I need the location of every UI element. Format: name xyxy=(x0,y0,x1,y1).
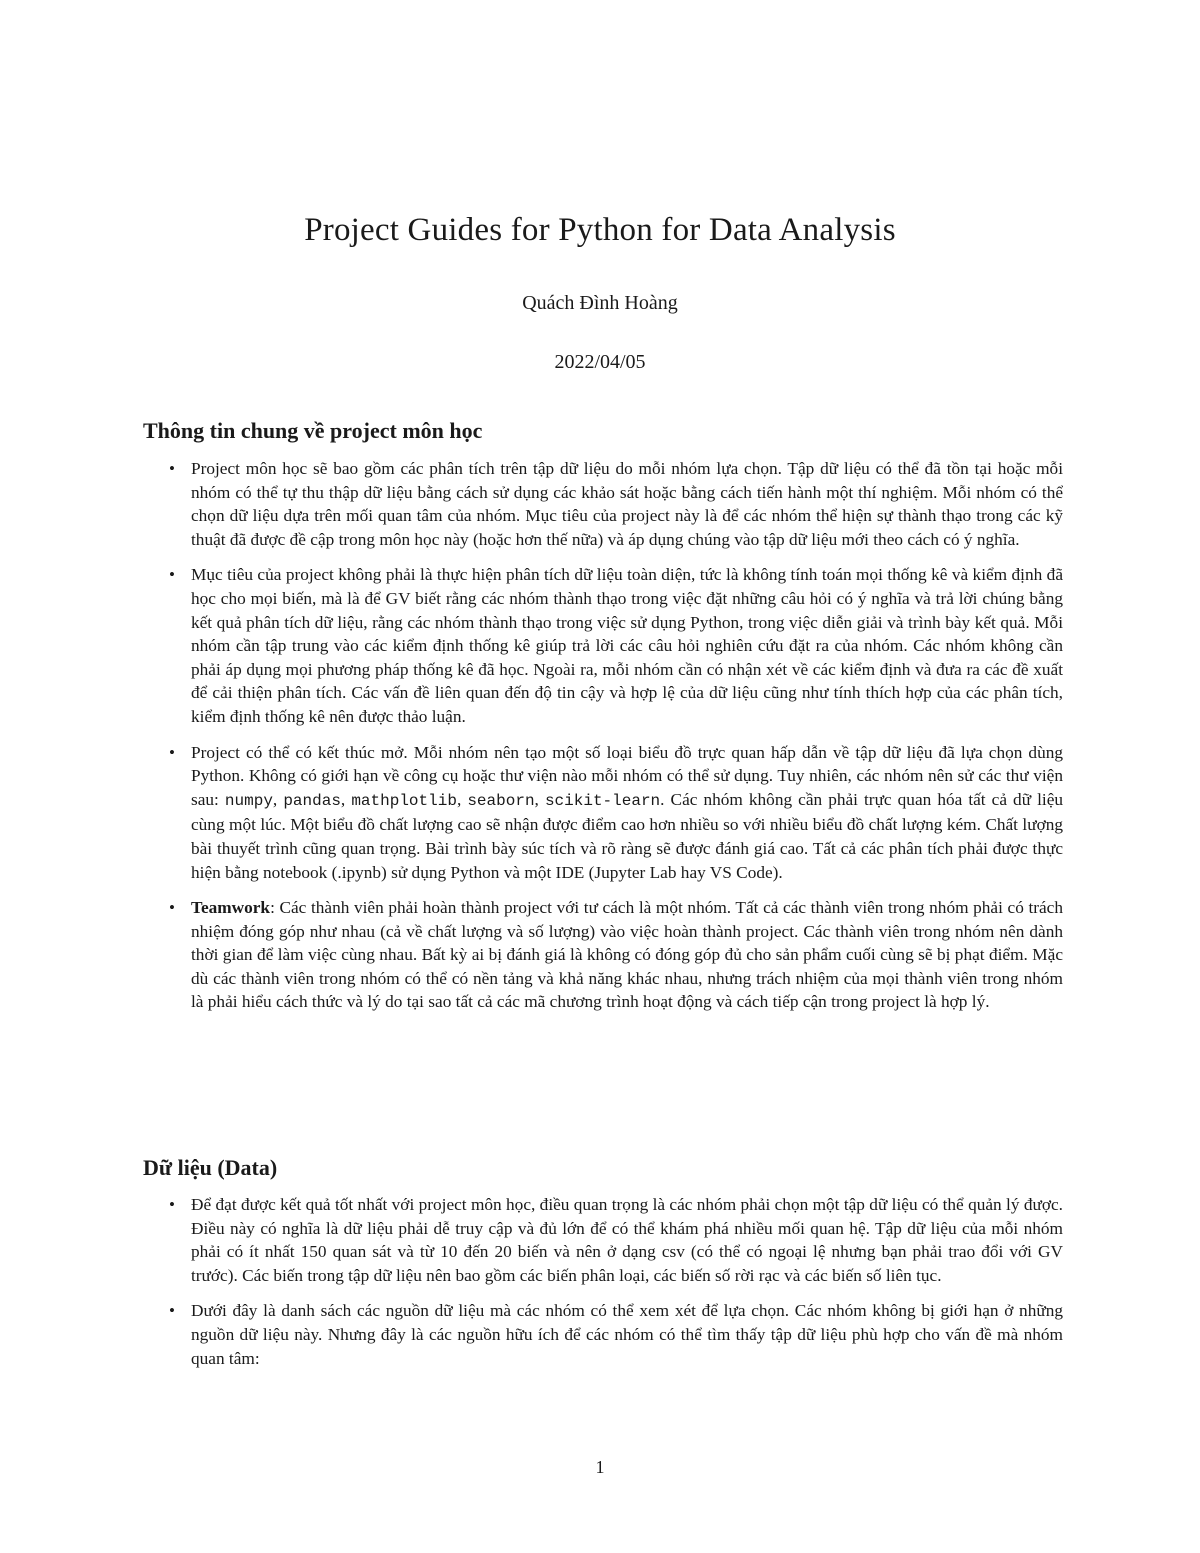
general-info-list xyxy=(143,457,1063,1026)
list-item: • Project có thể có kết thúc mở. Mỗi nhóm nên tạo một số loại biểu đồ trực quan hấp dẫn về tập dữ liệu đã lựa chọn dùng Python. Không có giới hạn về công cụ hoặc thư viện nào mỗi nhóm có thể sử dụng. Tuy nhiên, các nhóm nên sử các thư viện sau: numpy, pandas, mathplotlib, seaborn, scikit-learn. Các nhóm không cần phải trực quan hóa tất cả dữ liệu cùng một lúc. Một biểu đồ chất lượng cao sẽ nhận được điểm cao hơn nhiều so với nhiều biểu đồ chất lượng kém. Chất lượng bài thuyết trình cũng quan trọng. Bài trình bày súc tích và rõ ràng sẽ được đánh giá cao. Tất cả các phân tích phải được thực hiện bằng notebook (.ipynb) sử dụng Python và một IDE (Jupyter Lab hay VS Code). xyxy=(169,742,1064,882)
section-heading-general: Thông tin chung về project môn học xyxy=(143,418,483,443)
section-heading-data: Dữ liệu (Data) xyxy=(143,1155,278,1180)
bullet-text: : Các thành viên phải hoàn thành project với tư cách là một nhóm. Tất cả các thành viên trong nhóm phải có trách nhiệm đóng góp như nhau (cả về chất lượng và số lượng) vào việc hoàn thành project. Các thành viên trong nhóm nên dành thời gian để làm việc cùng nhau. Bất kỳ ai bị đánh giá là không có đóng góp đủ cho sản phẩm cuối cùng sẽ bị phạt điểm. Mặc dù các thành viên trong nhóm có thể có nền tảng và khả năng khác nhau, nhưng trách nhiệm của mọi thành viên trong nhóm là phải hiểu cách thức và lý do tại sao tất cả các mã chương trình hoạt động và cách tiếp cận trong project là hợp lý. xyxy=(191,898,1063,1012)
bullet-text: Project môn học sẽ bao gồm các phân tích trên tập dữ liệu do mỗi nhóm lựa chọn. Tập dữ liệu có thể đã tồn tại hoặc mỗi nhóm có thể tự thu thập dữ liệu bằng cách sử dụng các khảo sát hoặc bằng cách tiến hành một thí nghiệm. Mỗi nhóm có thể chọn dữ liệu dựa trên mối quan tâm của nhóm. Mục tiêu của project này là để các nhóm thể hiện sự thành thạo trong các kỹ thuật đã được đề cập trong môn học này (hoặc hơn thế nữa) và áp dụng chúng vào tập dữ liệu mới theo cách có ý nghĩa. xyxy=(191,459,1063,549)
library-name: seaborn xyxy=(467,791,535,810)
document-title: Project Guides for Python for Data Analysis xyxy=(304,212,896,248)
list-item xyxy=(143,1299,1063,1370)
bullet-icon: • xyxy=(169,1195,175,1214)
library-name: numpy xyxy=(224,791,273,810)
bullet-text: Các nhóm không cần phải trực quan hóa tất cả dữ liệu cùng một lúc. Một biểu đồ chất lượng cao sẽ nhận được điểm cao hơn nhiều so với nhiều biểu đồ chất lượng kém. Chất lượng bài thuyết trình cũng quan trọng. Bài trình bày súc tích và rõ ràng sẽ được đánh giá cao. Tất cả các phân tích phải được thực hiện bằng notebook (.ipynb) sử dụng Python và một IDE (Jupyter Lab hay VS Code). xyxy=(191,789,1064,882)
bullet-icon: • xyxy=(169,565,175,585)
library-name: pandas xyxy=(283,791,341,810)
page-number: 1 xyxy=(595,1457,605,1477)
library-name: scikit-learn xyxy=(544,791,661,810)
bullet-text: Dưới đây là danh sách các nguồn dữ liệu mà các nhóm có thể xem xét để lựa chọn. Các nhóm không bị giới hạn ở những nguồn dữ liệu này. Nhưng đây là các nguồn hữu ích để các nhóm có thể tìm thấy tập dữ liệu phù hợp cho vấn đề mà nhóm quan tâm: xyxy=(191,1301,1063,1368)
library-name: mathplotlib xyxy=(351,791,457,810)
list-item xyxy=(143,563,1063,728)
bullet-icon: • xyxy=(169,898,175,918)
bullet-icon: • xyxy=(169,742,175,762)
document-date: 2022/04/05 xyxy=(554,351,646,373)
list-item xyxy=(143,457,1063,551)
bullet-text: Để đạt được kết quả tốt nhất với project môn học, điều quan trọng là các nhóm phải chọn một tập dữ liệu có thể quản lý được. Điều này có nghĩa là dữ liệu phải dễ truy cập và đủ lớn để có thể khám phá nhiều mối quan hệ. Tập dữ liệu của mỗi nhóm phải có ít nhất 150 quan sát và từ 10 đến 20 biến và nên ở dạng csv (có thể có ngoại lệ nhưng bạn phải trao đổi với GV trước). Các biến trong tập dữ liệu nên bao gồm các biến phân loại, các biến số rời rạc và các biến số liên tục. xyxy=(191,1195,1063,1285)
list-item xyxy=(143,1193,1063,1287)
bullet-text: Project có thể có kết thúc mở. Mỗi nhóm nên tạo một số loại biểu đồ trực quan hấp dẫn về tập dữ liệu đã lựa chọn dùng Python. Không có giới hạn về công cụ hoặc thư viện nào mỗi nhóm có thể sử dụng. Tuy nhiên, các nhóm nên sử các thư viện sau: xyxy=(191,742,1063,809)
bullet-icon: • xyxy=(169,1301,175,1321)
bullet-text: Mục tiêu của project không phải là thực hiện phân tích dữ liệu toàn diện, tức là không tính toán mọi thống kê và kiểm định đã học cho mọi biến, mà là để GV biết rằng các nhóm thành thạo trong việc đặt những câu hỏi có ý nghĩa và trả lời chúng bằng kết quả phân tích dữ liệu, rằng các nhóm thành thạo trong việc sử dụng Python, trong việc diễn giải và trình bày kết quả. Mỗi nhóm cần tập trung vào các kiểm định thống kê giúp trả lời các câu hỏi nghiên cứu đặt ra của nhóm. Các nhóm không cần phải áp dụng mọi phương pháp thống kê đã học. Ngoài ra, mỗi nhóm cần có nhận xét về các kiểm định và đưa ra các đề xuất để cải thiện phân tích. Các vấn đề liên quan đến độ tin cậy và hợp lệ của dữ liệu cũng như tính thích hợp của các phân tích, kiểm định thống kê nên được thảo luận. xyxy=(191,565,1063,726)
data-list xyxy=(143,1193,1063,1382)
list-item xyxy=(143,896,1063,1014)
teamwork-label: Teamwork xyxy=(191,898,271,918)
bullet-icon: • xyxy=(169,459,175,478)
document-author: Quách Đình Hoàng xyxy=(522,292,678,314)
